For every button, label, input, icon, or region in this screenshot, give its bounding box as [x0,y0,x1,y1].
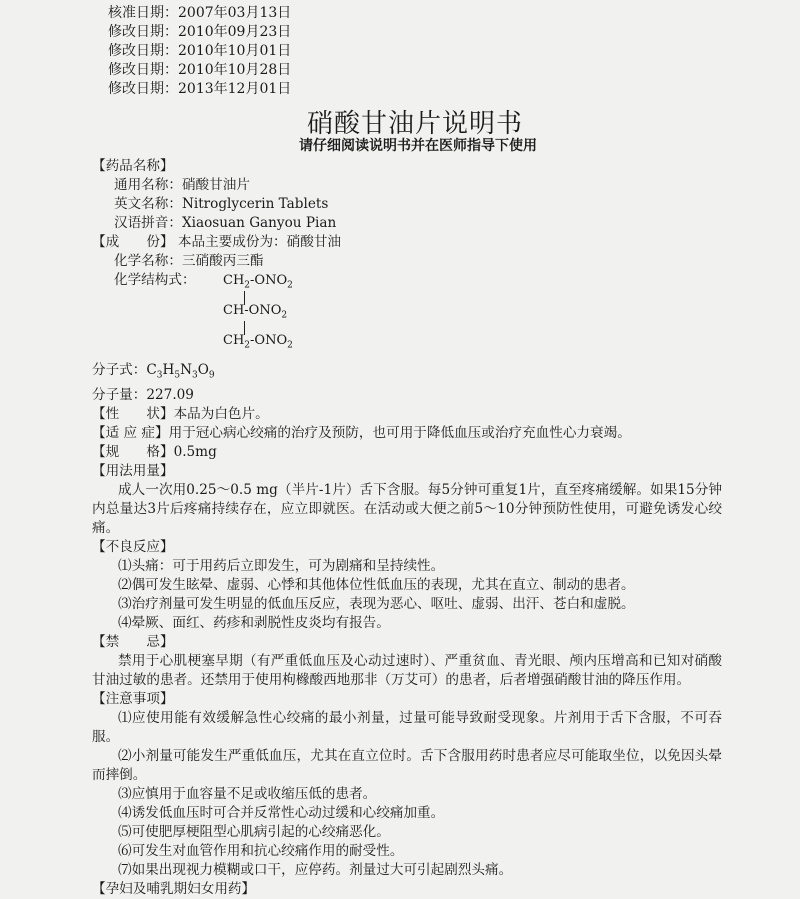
pinyin-name: 汉语拼音：Xiaosuan Ganyou Pian [114,215,337,231]
chemical-name: 化学名称：三硝酸丙三酯 [114,253,264,269]
date-label: 核准日期： [108,5,178,21]
date-value: 2010年09月23日 [178,24,292,40]
list-item: ⑴头痛：可于用药后立即发生，可为剧痛和呈持续性。 [118,557,445,574]
section-heading: 【用法用量】 [92,462,174,479]
english-name: 英文名称：Nitroglycerin Tablets [114,196,329,212]
date-value: 2010年10月28日 [178,62,292,78]
date-line [108,23,291,42]
structure-label: 化学结构式： [114,272,196,288]
formula-value: $C_3H_5N_3O_9$ [146,362,215,381]
section-text: 用于冠心病心绞痛的治疗及预防，也可用于降低血压或治疗充血性心力衰竭。 [168,424,631,441]
date-line [108,61,291,80]
molecular-formula [92,361,722,386]
date-label: 修改日期： [108,81,178,97]
section-heading: 【不良反应】 [92,538,174,555]
date-label: 修改日期： [108,62,178,78]
section-heading: 【成 份】 [92,234,174,250]
date-value: 2007年03月13日 [178,5,292,21]
section-heading: 【禁 忌】 [92,633,174,650]
section-heading: 【孕妇及哺乳期妇女用药】 [92,880,256,897]
document-title: 硝酸甘油片说明书 [306,109,523,139]
revision-dates [108,4,291,99]
composition-main: 本品主要成份为：硝酸甘油 [177,234,342,250]
indications-line [92,424,722,443]
date-line [108,42,291,61]
structure-formula-line: $CH-ONO_2$ [223,303,288,321]
section-text: 0.5mg [173,443,217,460]
list-item: ⑹可发生对血管作用和抗心绞痛作用的耐受性。 [118,842,404,859]
list-item: ⑶应慎用于血容量不足或收缩压低的患者。 [118,785,377,802]
section-heading: 【性 状】 [92,405,174,422]
section-heading: 【适 应 症】 [92,424,169,441]
dosage-text: 成人一次用0.25～0.5 mg（半片-1片）舌下含服。每5分钟可重复1片，直至疼痛缓解。如果15分钟内总量达3片后疼痛持续存在，应立即就医。在活动或大便之前5～10分钟预防性使用，可避免诱发心绞痛。 [92,481,722,536]
document-body [92,157,722,899]
list-item: ⑷诱发低血压时可合并反常性心动过缓和心绞痛加重。 [118,804,445,821]
list-item: ⑷晕厥、面红、药疹和剥脱性皮炎均有报告。 [118,614,390,631]
spec-line [92,443,722,462]
properties-line [92,405,722,424]
list-item: ⑴应使用能有效缓解急性心绞痛的最小剂量，过量可能导致耐受现象。片剂用于舌下含服，不可吞服。 [92,709,722,745]
generic-name: 通用名称：硝酸甘油片 [114,177,250,193]
date-value: 2010年10月01日 [178,43,292,59]
section-heading: 【规 格】 [92,443,174,460]
structure-formula-line: $CH_2-ONO_2$ [223,333,293,351]
molecular-weight: 分子量：227.09 [92,386,194,403]
section-heading: 【注意事项】 [92,690,174,707]
list-item: ⑶治疗剂量可发生明显的低血压反应，表现为恶心、呕吐、虚弱、出汗、苍白和虚脱。 [118,595,635,612]
date-line [108,4,291,23]
document-subtitle: 请仔细阅读说明书并在医师指导下使用 [299,138,537,154]
date-label: 修改日期： [108,43,178,59]
list-item: ⑺如果出现视力模糊或口干，应停药。剂量过大可引起剧烈头痛。 [118,861,513,878]
contraindications-text: 禁用于心肌梗塞早期（有严重低血压及心动过速时）、严重贫血、青光眼、颅内压增高和已知对硝酸甘油过敏的患者。还禁用于使用枸橼酸西地那非（万艾可）的患者，后者增强硝酸甘油的降压作用。 [92,652,722,688]
section-text: 本品为白色片。 [173,405,269,422]
section-heading: 【药品名称】 [92,158,174,174]
chemical-structure [114,271,722,351]
date-value: 2013年12月01日 [178,81,292,97]
structure-formula-line: $CH_2-ONO_2$ [223,273,293,291]
list-item: ⑸可使肥厚梗阻型心肌病引起的心绞痛恶化。 [118,823,390,840]
formula-label: 分子式： [92,362,147,378]
composition-line [92,233,722,252]
date-line [108,80,291,99]
date-label: 修改日期： [108,24,178,40]
list-item: ⑵小剂量可能发生严重低血压，尤其在直立位时。舌下含服用药时患者应尽可能取坐位，以免因头晕而摔倒。 [92,747,722,783]
list-item: ⑵偶可发生眩晕、虚弱、心悸和其他体位性低血压的表现，尤其在直立、制动的患者。 [118,576,635,593]
